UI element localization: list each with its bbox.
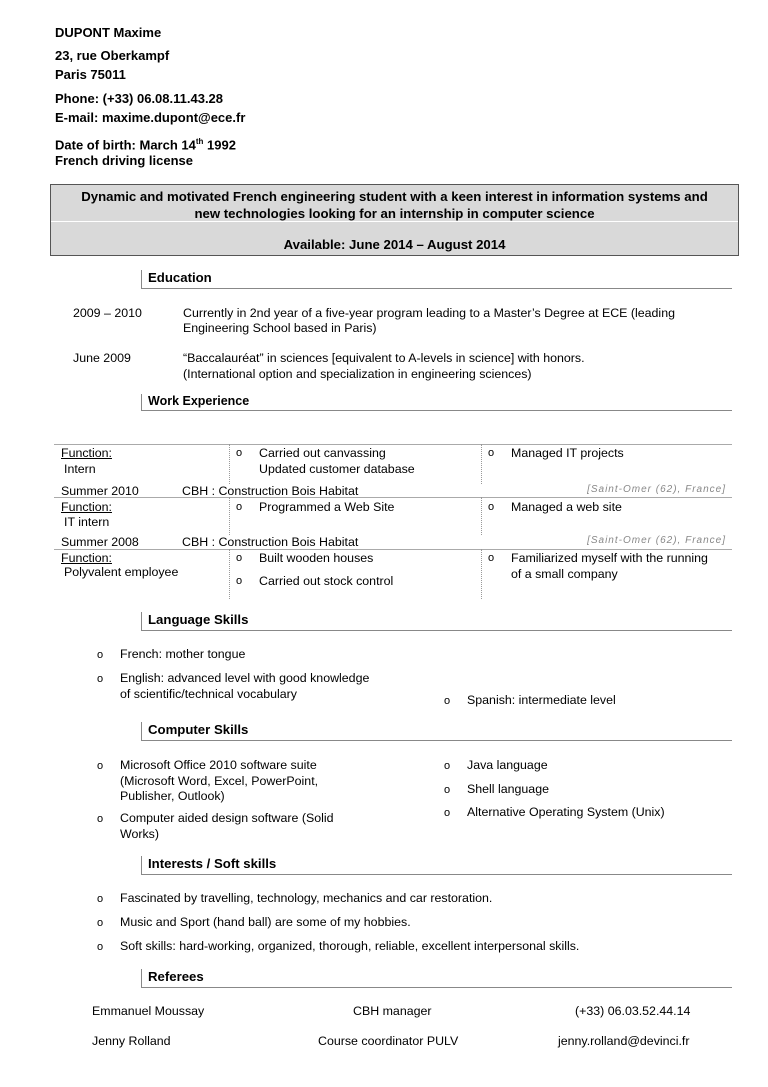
availability: Available: June 2014 – August 2014 [283, 237, 506, 252]
summary-line-1: Dynamic and motivated French engineering student with a keen interest in information systems and [81, 189, 708, 204]
section-work-experience [141, 394, 732, 411]
table-divider [229, 497, 230, 535]
candidate-name: DUPONT Maxime [55, 25, 162, 40]
section-title: Referees [148, 969, 204, 984]
function-label: Function: [61, 551, 112, 565]
summary-divider [51, 221, 738, 222]
referee-name: Emmanuel Moussay [92, 1004, 205, 1018]
section-language-skills [141, 612, 732, 631]
referee-name: Jenny Rolland [92, 1034, 171, 1048]
skill-java: Java language [467, 758, 548, 772]
function-value: Intern [64, 462, 96, 476]
referee-role: Course coordinator PULV [318, 1034, 459, 1048]
education-date: June 2009 [73, 351, 131, 365]
phone: Phone: (+33) 06.08.11.43.28 [55, 91, 224, 106]
date-of-birth: Date of birth: March 14th 1992 [55, 137, 236, 153]
job-task: Carried out canvassing [259, 446, 386, 460]
summary-box [50, 184, 739, 256]
skill-os: Alternative Operating System (Unix) [467, 805, 665, 819]
job-company: CBH : Construction Bois Habitat [182, 484, 359, 498]
section-title: Work Experience [148, 394, 250, 408]
skill-cad: Works) [120, 827, 160, 841]
driving-license: French driving license [55, 153, 193, 168]
language-spanish: Spanish: intermediate level [467, 693, 616, 707]
education-date: 2009 – 2010 [73, 306, 142, 320]
job-task: Familiarized myself with the running [511, 551, 708, 565]
job-company: CBH : Construction Bois Habitat [182, 535, 359, 549]
bullet: o [236, 501, 243, 513]
job-location: [Saint-Omer (62), France] [587, 535, 726, 546]
table-rule [54, 497, 732, 498]
section-referees [141, 969, 732, 988]
referee-contact: jenny.rolland@devinci.fr [558, 1034, 690, 1048]
bullet: o [97, 917, 104, 929]
bullet: o [97, 649, 104, 661]
function-label: Function: [61, 446, 112, 460]
interest-item: Soft skills: hard-working, organized, thorough, reliable, excellent interpersonal skills. [120, 939, 580, 953]
address-line-1: 23, rue Oberkampf [55, 48, 170, 63]
section-education [141, 270, 732, 289]
section-title: Language Skills [148, 612, 249, 627]
table-divider [229, 549, 230, 599]
language-english: English: advanced level with good knowledge [120, 671, 370, 685]
bullet: o [97, 941, 104, 953]
job-task: Built wooden houses [259, 551, 374, 565]
section-interests [141, 856, 732, 875]
skill-office: Publisher, Outlook) [120, 789, 225, 803]
function-label: Function: [61, 500, 112, 514]
job-date: Summer 2010 [61, 484, 139, 498]
education-desc: Currently in 2nd year of a five-year program leading to a Master’s Degree at ECE (leading [183, 306, 675, 320]
job-task: of a small company [511, 567, 618, 581]
bullet: o [236, 447, 243, 459]
table-rule [54, 444, 732, 445]
table-divider [481, 497, 482, 535]
bullet: o [97, 673, 104, 685]
skill-office: Microsoft Office 2010 software suite [120, 758, 317, 772]
bullet: o [236, 575, 243, 587]
bullet: o [488, 447, 495, 459]
bullet: o [444, 807, 451, 819]
job-task: Programmed a Web Site [259, 500, 395, 514]
function-value: Polyvalent employee [64, 565, 179, 579]
section-computer-skills [141, 722, 732, 741]
email: E-mail: maxime.dupont@ece.fr [55, 110, 246, 125]
bullet: o [444, 784, 451, 796]
job-task: Managed a web site [511, 500, 622, 514]
job-task: Updated customer database [259, 462, 415, 476]
table-divider [481, 549, 482, 599]
job-task: Carried out stock control [259, 574, 394, 588]
skill-office: (Microsoft Word, Excel, PowerPoint, [120, 774, 319, 788]
skill-cad: Computer aided design software (Solid [120, 811, 334, 825]
bullet: o [444, 760, 451, 772]
education-desc: Engineering School based in Paris) [183, 321, 377, 335]
section-title: Interests / Soft skills [148, 856, 277, 871]
interest-item: Fascinated by travelling, technology, mechanics and car restoration. [120, 891, 493, 905]
bullet: o [97, 813, 104, 825]
bullet: o [97, 893, 104, 905]
bullet: o [236, 552, 243, 564]
job-location: [Saint-Omer (62), France] [587, 484, 726, 495]
bullet: o [488, 501, 495, 513]
section-title: Education [148, 270, 212, 285]
interest-item: Music and Sport (hand ball) are some of my hobbies. [120, 915, 411, 929]
bullet: o [488, 552, 495, 564]
referee-contact: (+33) 06.03.52.44.14 [575, 1004, 691, 1018]
education-desc: “Baccalauréat” in sciences [equivalent to A-levels in science] with honors. [183, 351, 585, 365]
language-english: of scientific/technical vocabulary [120, 687, 297, 701]
skill-shell: Shell language [467, 782, 549, 796]
table-divider [481, 444, 482, 484]
job-task: Managed IT projects [511, 446, 624, 460]
summary-line-2: new technologies looking for an internship in computer science [194, 206, 595, 221]
table-divider [229, 444, 230, 484]
address-line-2: Paris 75011 [55, 67, 126, 82]
bullet: o [444, 695, 451, 707]
language-french: French: mother tongue [120, 647, 246, 661]
bullet: o [97, 760, 104, 772]
referee-role: CBH manager [353, 1004, 432, 1018]
job-date: Summer 2008 [61, 535, 139, 549]
function-value: IT intern [64, 515, 110, 529]
education-desc: (International option and specialization in engineering sciences) [183, 367, 532, 381]
section-title: Computer Skills [148, 722, 249, 737]
